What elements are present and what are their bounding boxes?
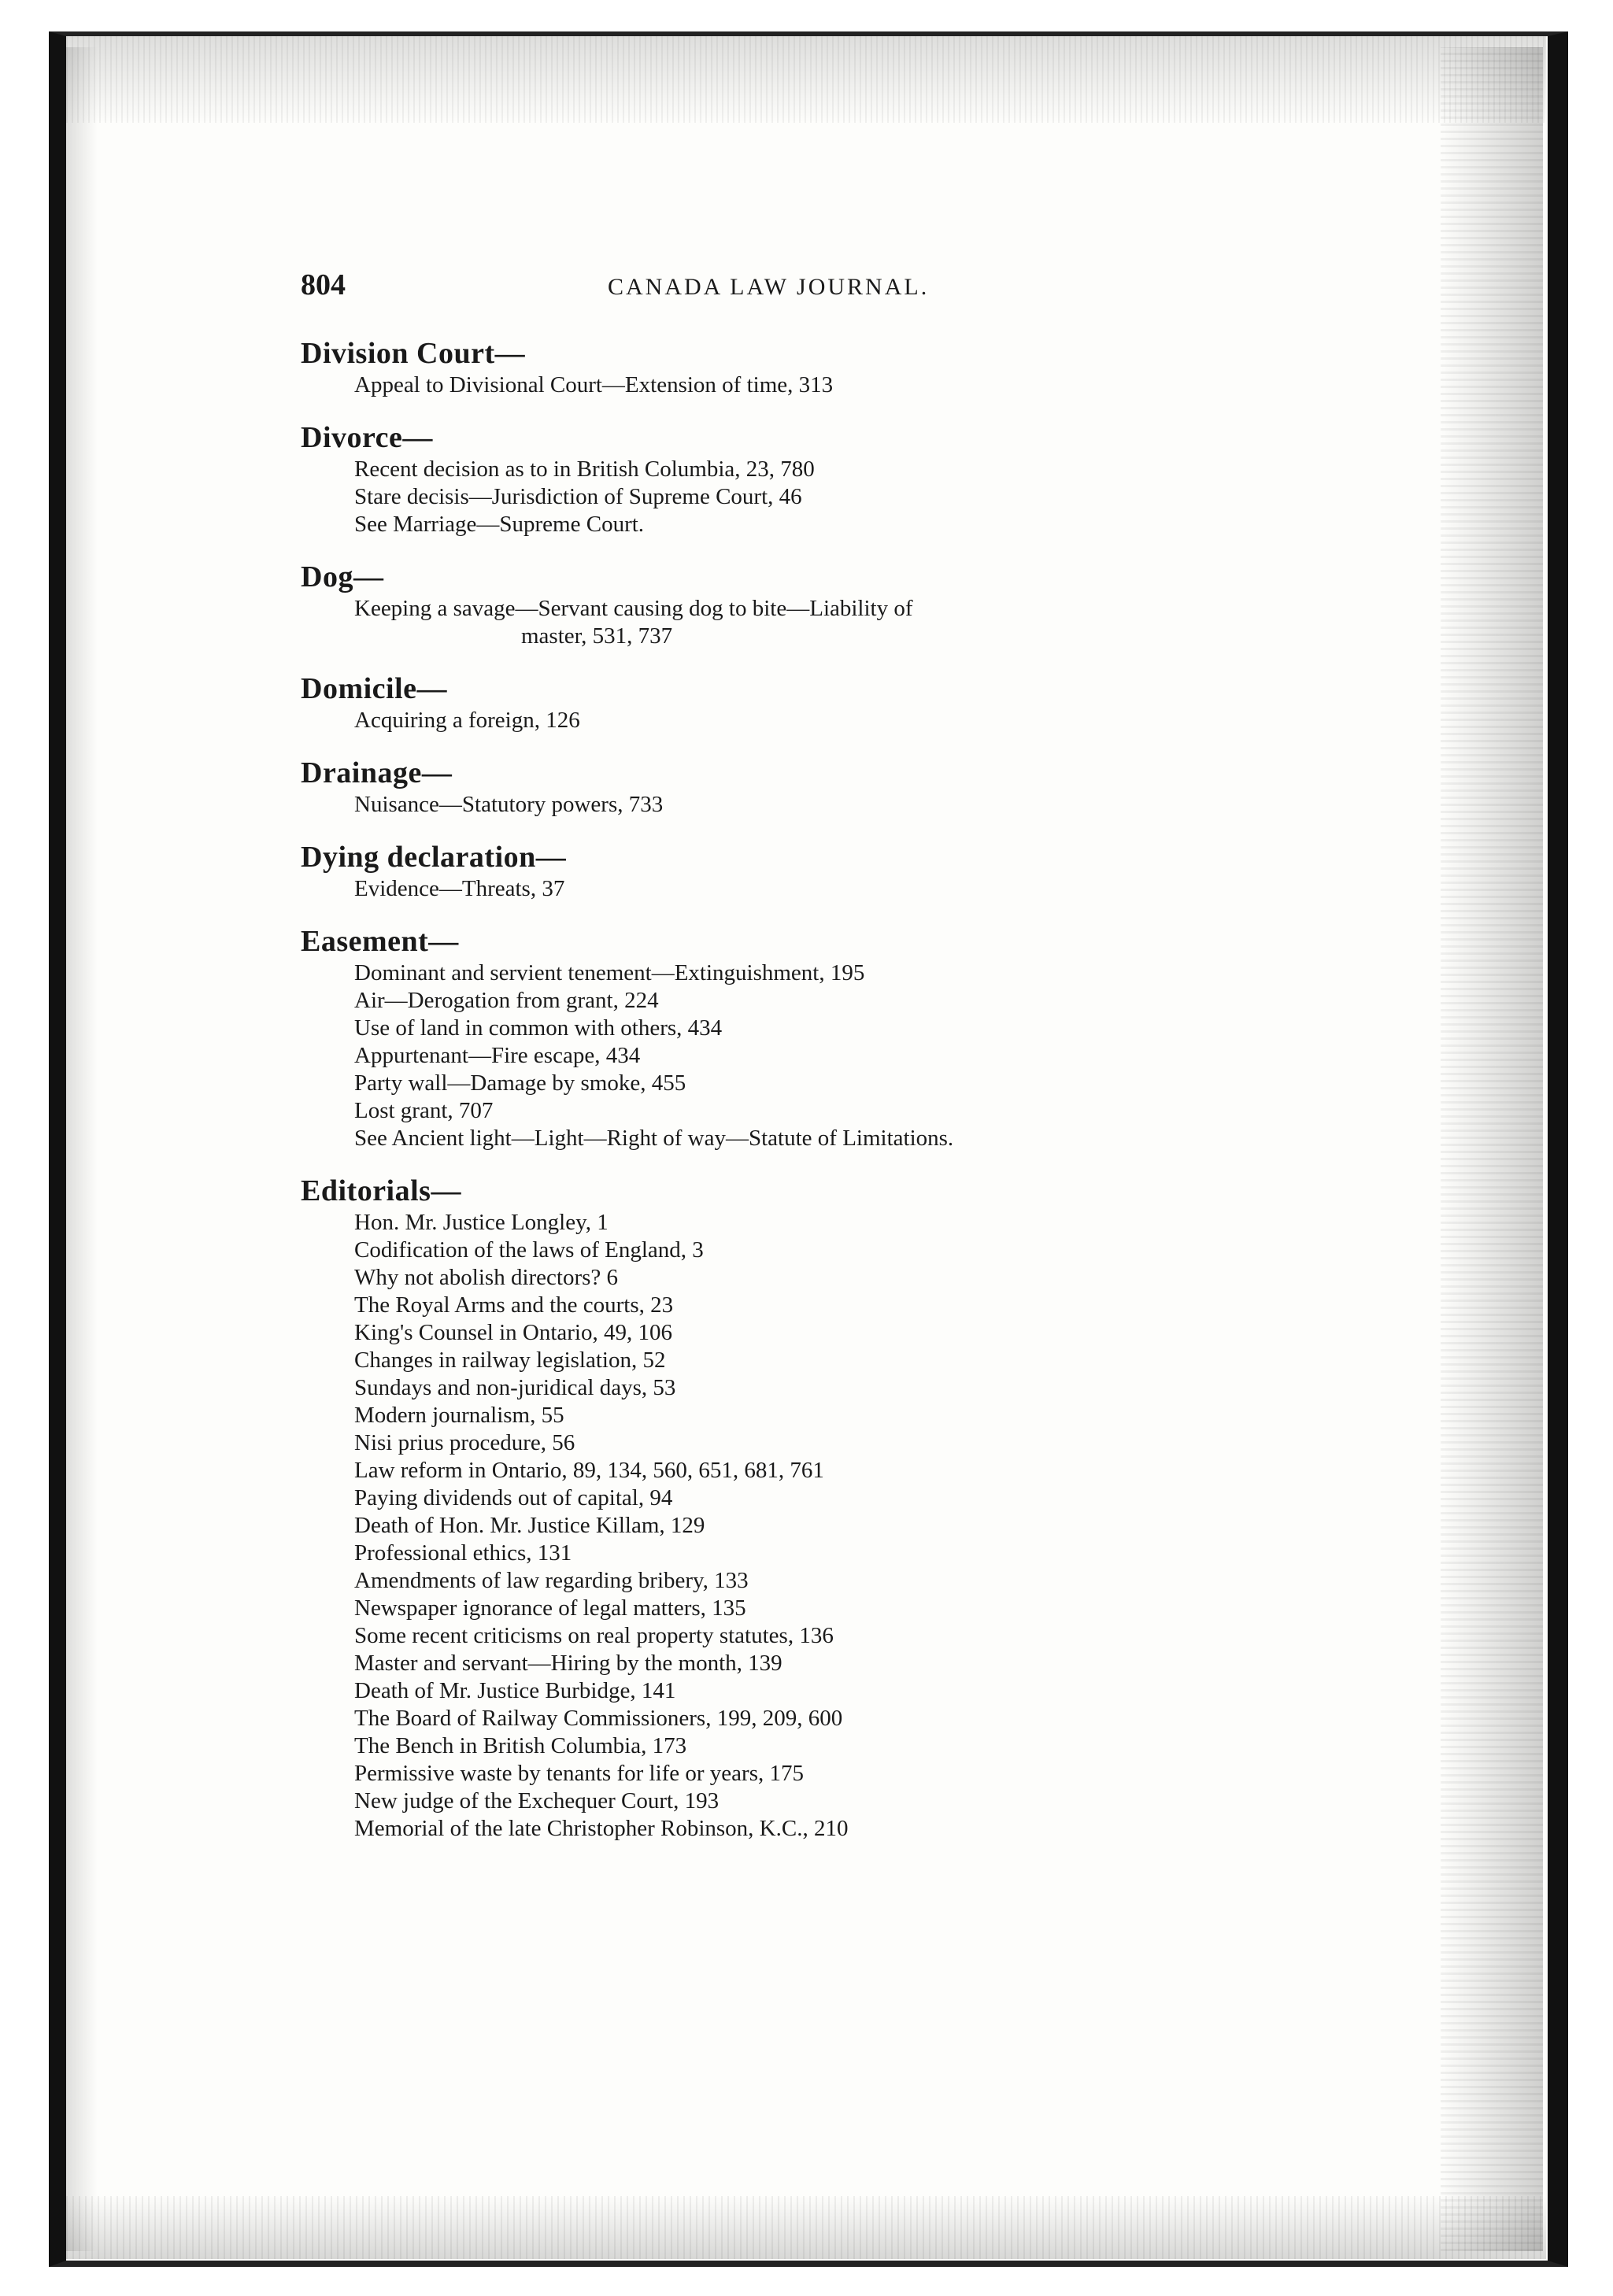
entry-line: Modern journalism, 55: [354, 1403, 564, 1428]
entry-line: Sundays and non-juridical days, 53: [354, 1375, 676, 1400]
entry-heading: Domicile—: [301, 672, 448, 705]
entry-line: Hon. Mr. Justice Longley, 1: [354, 1210, 609, 1235]
entry-line: Professional ethics, 131: [354, 1540, 572, 1566]
index-entry-dying-declaration: [301, 839, 1324, 903]
scan-noise-bottom: [66, 2196, 1546, 2259]
journal-title: CANADA LAW JOURNAL.: [608, 274, 930, 300]
entry-line: Use of land in common with others, 434: [354, 1015, 723, 1041]
running-head: [301, 268, 1324, 315]
entry-line: The Board of Railway Commissioners, 199, 209, 600: [354, 1706, 843, 1731]
index-entry-drainage: [301, 755, 1324, 819]
index-page: [301, 268, 1324, 1843]
entry-line: See Marriage—Supreme Court.: [354, 512, 645, 537]
entry-line: Why not abolish directors? 6: [354, 1265, 619, 1290]
entry-line: Appurtenant—Fire escape, 434: [354, 1043, 641, 1068]
entry-line: Amendments of law regarding bribery, 133: [354, 1568, 749, 1593]
entry-line: Master and servant—Hiring by the month, 139: [354, 1651, 782, 1676]
entry-line: New judge of the Exchequer Court, 193: [354, 1788, 720, 1814]
entry-line: Law reform in Ontario, 89, 134, 560, 651, 681, 761: [354, 1458, 824, 1483]
entry-line: Death of Hon. Mr. Justice Killam, 129: [354, 1513, 705, 1538]
scan-noise-right: [1441, 47, 1543, 2251]
entry-line: Permissive waste by tenants for life or years, 175: [354, 1761, 804, 1786]
index-entry-domicile: [301, 671, 1324, 734]
entry-line: Lost grant, 707: [354, 1098, 494, 1123]
entry-line: Evidence—Threats, 37: [354, 876, 565, 901]
entry-line: Paying dividends out of capital, 94: [354, 1485, 673, 1510]
page-number: 804: [301, 268, 346, 301]
index-entry-division-court: [301, 335, 1324, 399]
entry-line: The Royal Arms and the courts, 23: [354, 1292, 674, 1318]
entry-line: Air—Derogation from grant, 224: [354, 988, 659, 1013]
entry-heading: Divorce—: [301, 421, 433, 454]
entry-line: Appeal to Divisional Court—Extension of time, 313: [354, 372, 834, 397]
index-entry-editorials: [301, 1173, 1324, 1843]
entry-line: Changes in railway legislation, 52: [354, 1348, 666, 1373]
entry-heading: Editorials—: [301, 1174, 461, 1207]
index-entry-divorce: [301, 420, 1324, 538]
entry-line: Stare decisis—Jurisdiction of Supreme Court, 46: [354, 484, 802, 509]
entry-line: See Ancient light—Light—Right of way—Statute of Limitations.: [354, 1126, 954, 1151]
entry-heading: Dying declaration—: [301, 841, 567, 874]
entry-heading: Drainage—: [301, 756, 453, 789]
entry-line: Keeping a savage—Servant causing dog to bite—Liability of: [354, 596, 913, 621]
entry-line: Death of Mr. Justice Burbidge, 141: [354, 1678, 676, 1703]
entry-line: King's Counsel in Ontario, 49, 106: [354, 1320, 672, 1345]
entry-line-continued: master, 531, 737: [521, 623, 673, 649]
entry-line: Nisi prius procedure, 56: [354, 1430, 575, 1455]
entry-line: Codification of the laws of England, 3: [354, 1237, 704, 1263]
entry-line: The Bench in British Columbia, 173: [354, 1733, 687, 1758]
entry-line: Nuisance—Statutory powers, 733: [354, 792, 664, 817]
entry-heading: Easement—: [301, 925, 459, 958]
entry-line: Acquiring a foreign, 126: [354, 708, 580, 733]
entry-line: Memorial of the late Christopher Robinson, K.C., 210: [354, 1816, 849, 1841]
index-entry-easement: [301, 923, 1324, 1152]
entry-line: Some recent criticisms on real property statutes, 136: [354, 1623, 834, 1648]
entry-heading: Division Court—: [301, 337, 526, 370]
entry-heading: Dog—: [301, 560, 384, 593]
index-entry-dog: [301, 559, 1324, 650]
entry-line: Newspaper ignorance of legal matters, 135: [354, 1595, 746, 1621]
entry-line: Recent decision as to in British Columbia, 23, 780: [354, 457, 815, 482]
scan-noise-left: [66, 47, 98, 2251]
entry-line: Dominant and servient tenement—Extinguishment, 195: [354, 960, 865, 985]
scan-noise-top: [66, 36, 1546, 123]
entry-line: Party wall—Damage by smoke, 455: [354, 1070, 686, 1096]
